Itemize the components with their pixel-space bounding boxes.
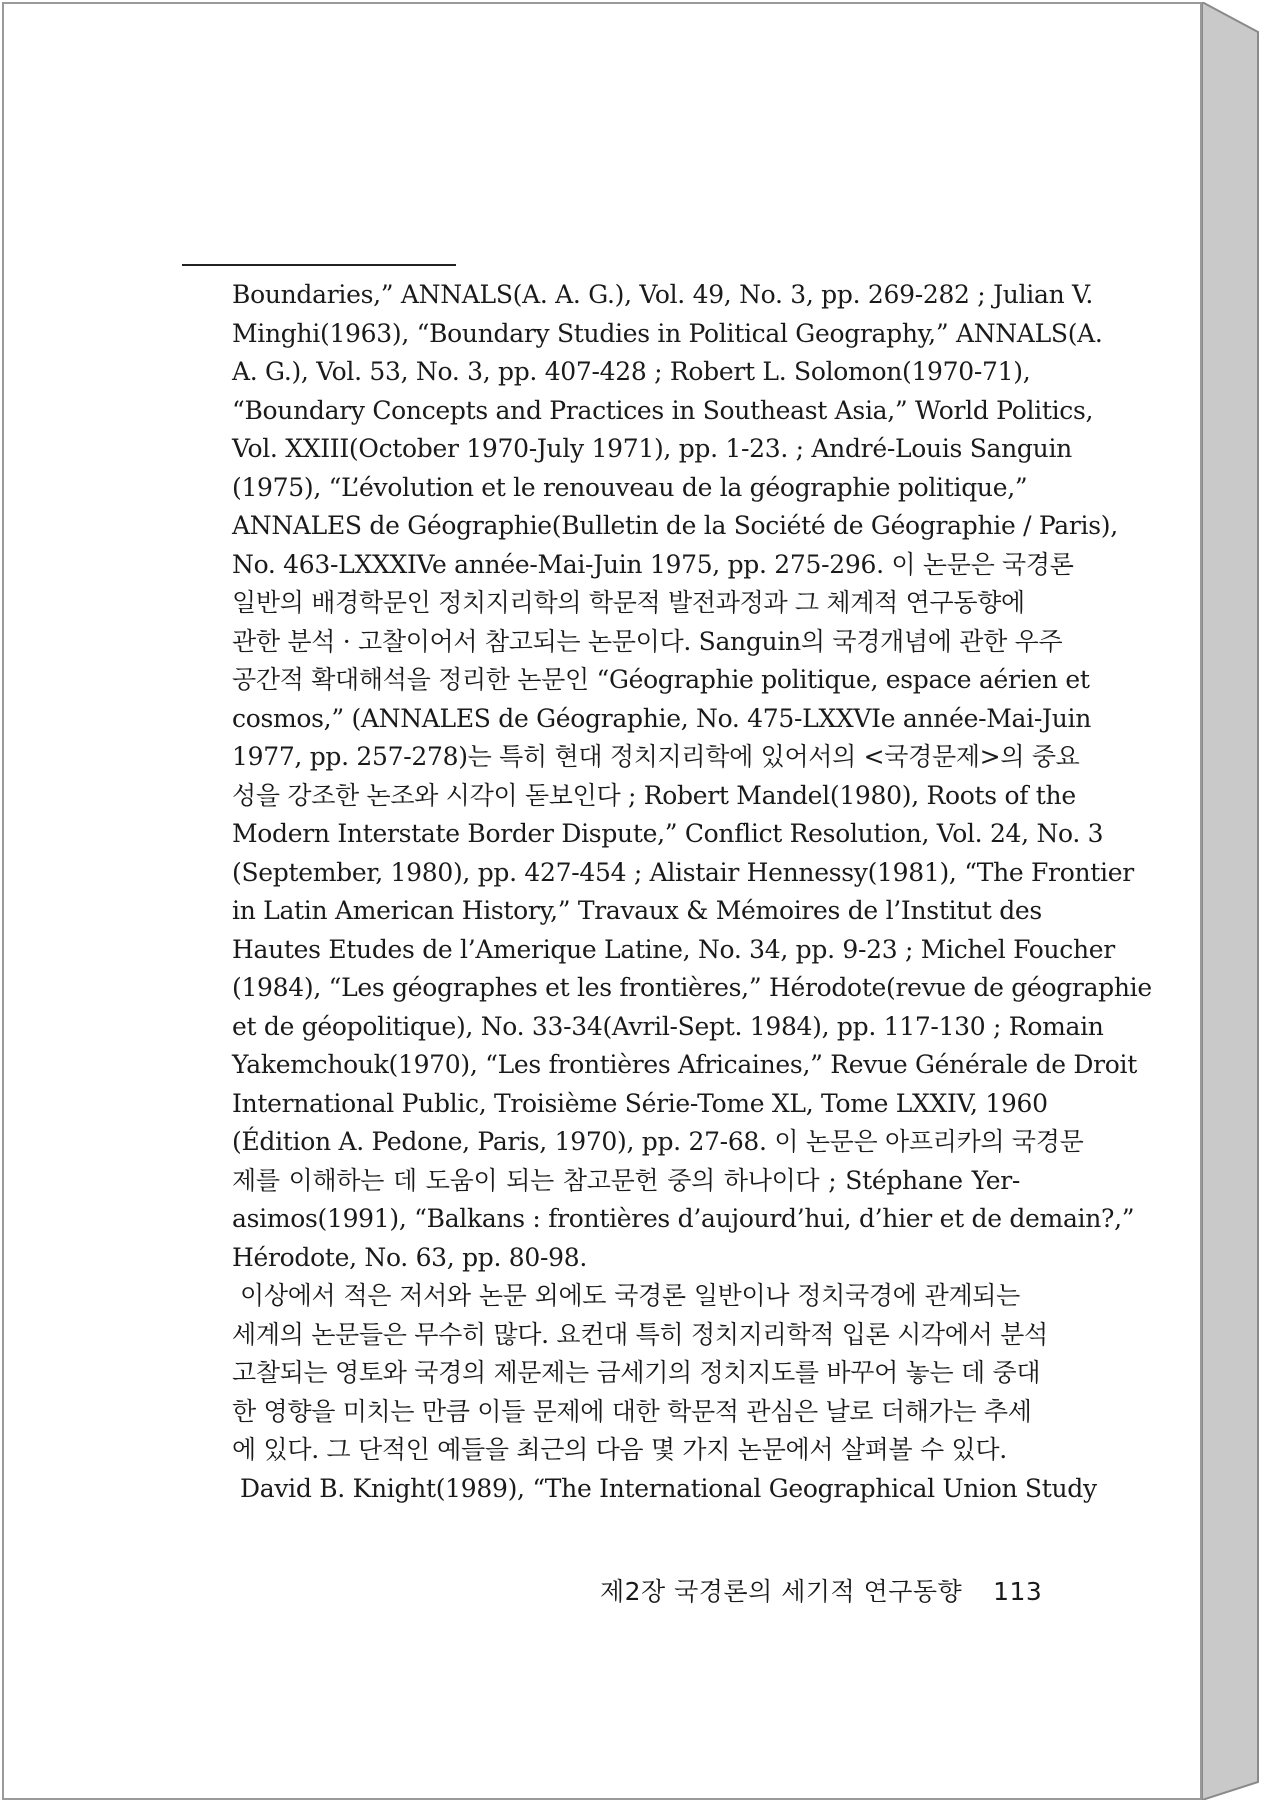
footnote-text [232, 276, 1152, 1508]
text-line: ANNALES de Géographie(Bulletin de la Société de Géographie / Paris), [232, 511, 1118, 540]
text-line: 한 영향을 미치는 만큼 이들 문제에 대한 학문적 관심은 날로 더해가는 추세 [232, 1396, 1032, 1426]
text-line: 세계의 논문들은 무수히 많다. 요컨대 특히 정치지리학적 입론 시각에서 분석 [232, 1319, 1048, 1349]
footnote-rule [182, 264, 456, 266]
text-line: David B. Knight(1989), “The International Geographical Union Study [240, 1473, 1097, 1503]
text-line: 이상에서 적은 저서와 논문 외에도 국경론 일반이나 정치국경에 관계되는 [240, 1281, 1020, 1310]
text-line: “Boundary Concepts and Practices in Southeast Asia,” World Politics, [232, 395, 1094, 425]
text-line: (September, 1980), pp. 427-454 ; Alistair Hennessy(1981), “The Frontier [232, 857, 1134, 887]
text-line: 일반의 배경학문인 정치지리학의 학문적 발전과정과 그 체계적 연구동향에 [232, 588, 1025, 617]
text-line: Minghi(1963), “Boundary Studies in Political Geography,” ANNALS(A. [232, 318, 1103, 348]
text-line: (Édition A. Pedone, Paris, 1970), pp. 27-68. 이 논문은 아프리카의 국경문 [232, 1127, 1084, 1156]
text-line: (1984), “Les géographes et les frontières,” Hérodote(revue de géographie [232, 973, 1152, 1002]
text-line: 관한 분석 · 고찰이어서 참고되는 논문이다. Sanguin의 국경개념에 관한 우주 [232, 626, 1063, 656]
text-line: International Public, Troisième Série-Tome XL, Tome LXXIV, 1960 [232, 1088, 1048, 1118]
text-line: 공간적 확대해석을 정리한 논문인 “Géographie politique, espace aérien et [232, 665, 1090, 694]
text-line: A. G.), Vol. 53, No. 3, pp. 407-428 ; Robert L. Solomon(1970-71), [232, 357, 1031, 386]
text-line: No. 463-LXXXIVe année-Mai-Juin 1975, pp. 275-296. 이 논문은 국경론 [232, 549, 1074, 579]
text-line: in Latin American History,” Travaux & Mémoires de l’Institut des [232, 896, 1042, 925]
text-line: 고찰되는 영토와 국경의 제문제는 금세기의 정치지도를 바꾸어 놓는 데 중대 [232, 1358, 1041, 1387]
text-line: Yakemchouk(1970), “Les frontières Africaines,” Revue Générale de Droit [232, 1050, 1138, 1079]
text-line: 제를 이해하는 데 도움이 되는 참고문헌 중의 하나이다 ; Stéphane Yer- [232, 1165, 1020, 1195]
text-line: Boundaries,” ANNALS(A. A. G.), Vol. 49, No. 3, pp. 269-282 ; Julian V. [232, 280, 1094, 309]
text-line: Hérodote, No. 63, pp. 80-98. [232, 1242, 587, 1272]
text-line: et de géopolitique), No. 33-34(Avril-Sept. 1984), pp. 117-130 ; Romain [232, 1011, 1104, 1041]
text-line: 1977, pp. 257-278)는 특히 현대 정치지리학에 있어서의 <국경문제>의 중요 [232, 742, 1080, 771]
page-number: 113 [993, 1577, 1043, 1606]
text-line: asimos(1991), “Balkans : frontières d’aujourd’hui, d’hier et de demain?,” [232, 1204, 1135, 1233]
page-edge-shape [1202, 2, 1284, 1800]
text-line: Modern Interstate Border Dispute,” Conflict Resolution, Vol. 24, No. 3 [232, 819, 1104, 848]
running-title: 제2장 국경론의 세기적 연구동향 [600, 1577, 963, 1606]
text-line: cosmos,” (ANNALES de Géographie, No. 475-LXXVIe année-Mai-Juin [232, 703, 1092, 733]
text-line: Hautes Etudes de l’Amerique Latine, No. 34, pp. 9-23 ; Michel Foucher [232, 934, 1115, 964]
text-line: 에 있다. 그 단적인 예들을 최근의 다음 몇 가지 논문에서 살펴볼 수 있다. [232, 1435, 1007, 1464]
text-line: Vol. XXIII(October 1970-July 1971), pp. 1-23. ; André-Louis Sanguin [232, 434, 1072, 463]
page-footer [600, 1572, 1043, 1608]
text-line: (1975), “L’évolution et le renouveau de la géographie politique,” [232, 472, 1028, 502]
text-line: 성을 강조한 논조와 시각이 돋보인다 ; Robert Mandel(1980), Roots of the [232, 780, 1076, 810]
